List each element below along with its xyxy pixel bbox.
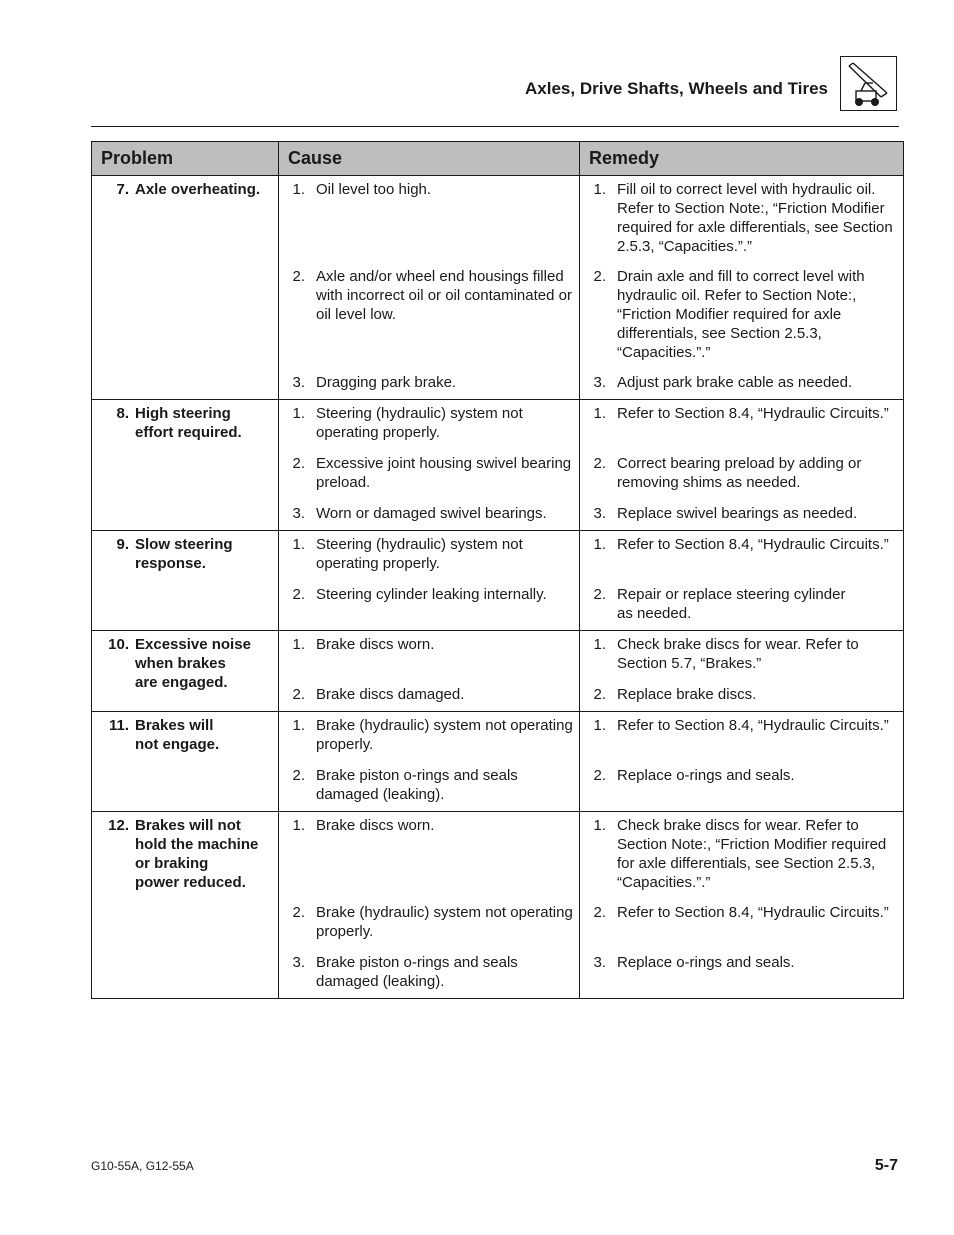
remedy-cell <box>580 369 904 400</box>
remedy-text: Repair or replace steering cylinder as needed. <box>617 585 846 622</box>
remedy-cell <box>580 581 904 631</box>
cause-cell <box>279 899 580 949</box>
remedy-cell <box>580 631 904 681</box>
remedy-text: Replace o-rings and seals. <box>617 953 795 971</box>
remedy-cell <box>580 531 904 581</box>
cause-text: Brake discs worn. <box>316 817 435 834</box>
cause-number: 2. <box>292 685 305 703</box>
cause-cell <box>279 949 580 999</box>
remedy-cell <box>580 400 904 450</box>
problem-group <box>92 812 904 999</box>
cause-text: Brake discs damaged. <box>316 685 465 703</box>
problem-group <box>92 176 904 400</box>
remedy-cell <box>580 712 904 762</box>
remedy-cell <box>580 681 904 712</box>
remedy-text: Refer to Section 8.4, “Hydraulic Circuits.” <box>617 536 889 553</box>
problem-text: High steering effort required. <box>135 405 242 441</box>
problem-text: Slow steering response. <box>135 536 233 572</box>
footer-page-number: 5-7 <box>874 1157 898 1174</box>
cause-text: Steering cylinder leaking internally. <box>316 585 547 603</box>
cause-cell <box>279 531 580 581</box>
remedy-text: Adjust park brake cable as needed. <box>617 373 853 391</box>
cause-text: Steering (hydraulic) system not operating properly. <box>316 536 523 572</box>
cause-cell <box>279 762 580 812</box>
table-row <box>92 400 904 450</box>
remedy-number: 2. <box>593 766 606 784</box>
problem-cell <box>92 712 279 812</box>
remedy-number: 3. <box>593 504 606 522</box>
cause-cell <box>279 631 580 681</box>
problem-text: Brakes will not engage. <box>135 717 220 753</box>
remedy-text: Check brake discs for wear. Refer to Section Note:, “Friction Modifier required for axle differentials, see Section 2.5.3, “Capacities.”.” <box>617 817 887 891</box>
cause-number: 1. <box>292 536 305 553</box>
problem-text: Axle overheating. <box>135 181 261 198</box>
cause-number: 2. <box>292 766 305 784</box>
table-row <box>92 531 904 581</box>
cause-text: Axle and/or wheel end housings filled with incorrect oil or oil contaminated or oil level low. <box>316 267 572 323</box>
cause-text: Brake piston o-rings and seals damaged (leaking). <box>316 953 518 990</box>
remedy-text: Drain axle and fill to correct level with hydraulic oil. Refer to Section Note:, “Friction Modifier required for axle differentials, see Section 2.5.3, “Capacities.”.” <box>617 267 865 361</box>
cause-text: Excessive joint housing swivel bearing preload. <box>316 454 572 491</box>
remedy-number: 2. <box>593 267 606 285</box>
remedy-text: Refer to Section 8.4, “Hydraulic Circuits.” <box>617 717 889 734</box>
cause-cell <box>279 812 580 899</box>
remedy-text: Replace swivel bearings as needed. <box>617 504 858 522</box>
remedy-text: Replace o-rings and seals. <box>617 766 795 784</box>
remedy-number: 1. <box>593 181 606 198</box>
cause-cell <box>279 581 580 631</box>
cause-cell <box>279 712 580 762</box>
remedy-text: Fill oil to correct level with hydraulic oil. Refer to Section Note:, “Friction Modifier required for axle differentials, see Section 2.5.3, “Capacities.”.” <box>617 181 893 255</box>
remedy-number: 2. <box>593 454 606 472</box>
cause-text: Oil level too high. <box>316 181 432 198</box>
cause-text: Dragging park brake. <box>316 373 457 391</box>
remedy-cell <box>580 949 904 999</box>
cause-number: 3. <box>292 504 305 522</box>
footer-model: G10-55A, G12-55A <box>91 1159 194 1173</box>
remedy-cell <box>580 762 904 812</box>
cause-cell <box>279 263 580 369</box>
cause-text: Worn or damaged swivel bearings. <box>316 504 547 522</box>
remedy-number: 1. <box>593 636 606 653</box>
problem-group <box>92 531 904 631</box>
problem-number: 12. <box>108 817 129 834</box>
cause-number: 3. <box>292 373 305 391</box>
remedy-number: 1. <box>593 405 606 422</box>
cause-number: 2. <box>292 585 305 603</box>
remedy-cell <box>580 263 904 369</box>
troubleshooting-table <box>91 141 904 999</box>
remedy-cell <box>580 500 904 531</box>
cause-number: 2. <box>292 454 305 472</box>
remedy-number: 3. <box>593 953 606 971</box>
remedy-number: 1. <box>593 717 606 734</box>
page-header-title: Axles, Drive Shafts, Wheels and Tires <box>525 79 828 98</box>
problem-cell <box>92 400 279 531</box>
column-header-remedy: Remedy <box>580 142 904 176</box>
problem-cell <box>92 812 279 999</box>
remedy-number: 3. <box>593 373 606 391</box>
remedy-cell <box>580 450 904 500</box>
remedy-text: Replace brake discs. <box>617 685 757 703</box>
problem-group <box>92 631 904 712</box>
forklift-icon-graphic <box>841 57 896 110</box>
problem-number: 11. <box>108 717 129 734</box>
problem-number: 9. <box>116 536 129 553</box>
remedy-number: 1. <box>593 817 606 834</box>
remedy-number: 1. <box>593 536 606 553</box>
remedy-text: Refer to Section 8.4, “Hydraulic Circuits.” <box>617 405 889 422</box>
cause-number: 1. <box>292 636 305 653</box>
cause-text: Brake (hydraulic) system not operating properly. <box>316 717 573 753</box>
cause-text: Brake (hydraulic) system not operating properly. <box>316 903 573 940</box>
header-rule <box>91 126 899 127</box>
cause-cell <box>279 176 580 263</box>
remedy-number: 2. <box>593 585 606 603</box>
problem-number: 8. <box>116 405 129 422</box>
remedy-text: Refer to Section 8.4, “Hydraulic Circuits.” <box>617 903 889 921</box>
problem-cell <box>92 176 279 400</box>
cause-number: 2. <box>292 267 305 285</box>
problem-number: 10. <box>108 636 129 653</box>
cause-text: Brake piston o-rings and seals damaged (leaking). <box>316 766 518 803</box>
cause-number: 1. <box>292 181 305 198</box>
column-header-problem: Problem <box>92 142 279 176</box>
problem-number: 7. <box>116 181 129 198</box>
cause-cell <box>279 400 580 450</box>
forklift-icon <box>840 56 897 111</box>
table-header-row <box>92 142 904 176</box>
cause-cell <box>279 450 580 500</box>
cause-number: 2. <box>292 903 305 921</box>
table-row <box>92 812 904 899</box>
cause-text: Brake discs worn. <box>316 636 435 653</box>
table-row <box>92 631 904 681</box>
table-row <box>92 712 904 762</box>
cause-number: 1. <box>292 405 305 422</box>
cause-cell <box>279 500 580 531</box>
remedy-number: 2. <box>593 685 606 703</box>
table-row <box>92 176 904 263</box>
cause-number: 1. <box>292 717 305 734</box>
remedy-cell <box>580 812 904 899</box>
column-header-cause: Cause <box>279 142 580 176</box>
cause-number: 3. <box>292 953 305 971</box>
cause-text: Steering (hydraulic) system not operating properly. <box>316 405 523 441</box>
cause-number: 1. <box>292 817 305 834</box>
remedy-text: Check brake discs for wear. Refer to Section 5.7, “Brakes.” <box>617 636 859 672</box>
problem-group <box>92 712 904 812</box>
problem-cell <box>92 631 279 712</box>
problem-text: Excessive noise when brakes are engaged. <box>135 636 251 691</box>
problem-text: Brakes will not hold the machine or braking power reduced. <box>135 817 259 891</box>
remedy-cell <box>580 176 904 263</box>
cause-cell <box>279 369 580 400</box>
problem-cell <box>92 531 279 631</box>
remedy-number: 2. <box>593 903 606 921</box>
cause-cell <box>279 681 580 712</box>
problem-group <box>92 400 904 531</box>
remedy-text: Correct bearing preload by adding or removing shims as needed. <box>617 454 862 491</box>
remedy-cell <box>580 899 904 949</box>
